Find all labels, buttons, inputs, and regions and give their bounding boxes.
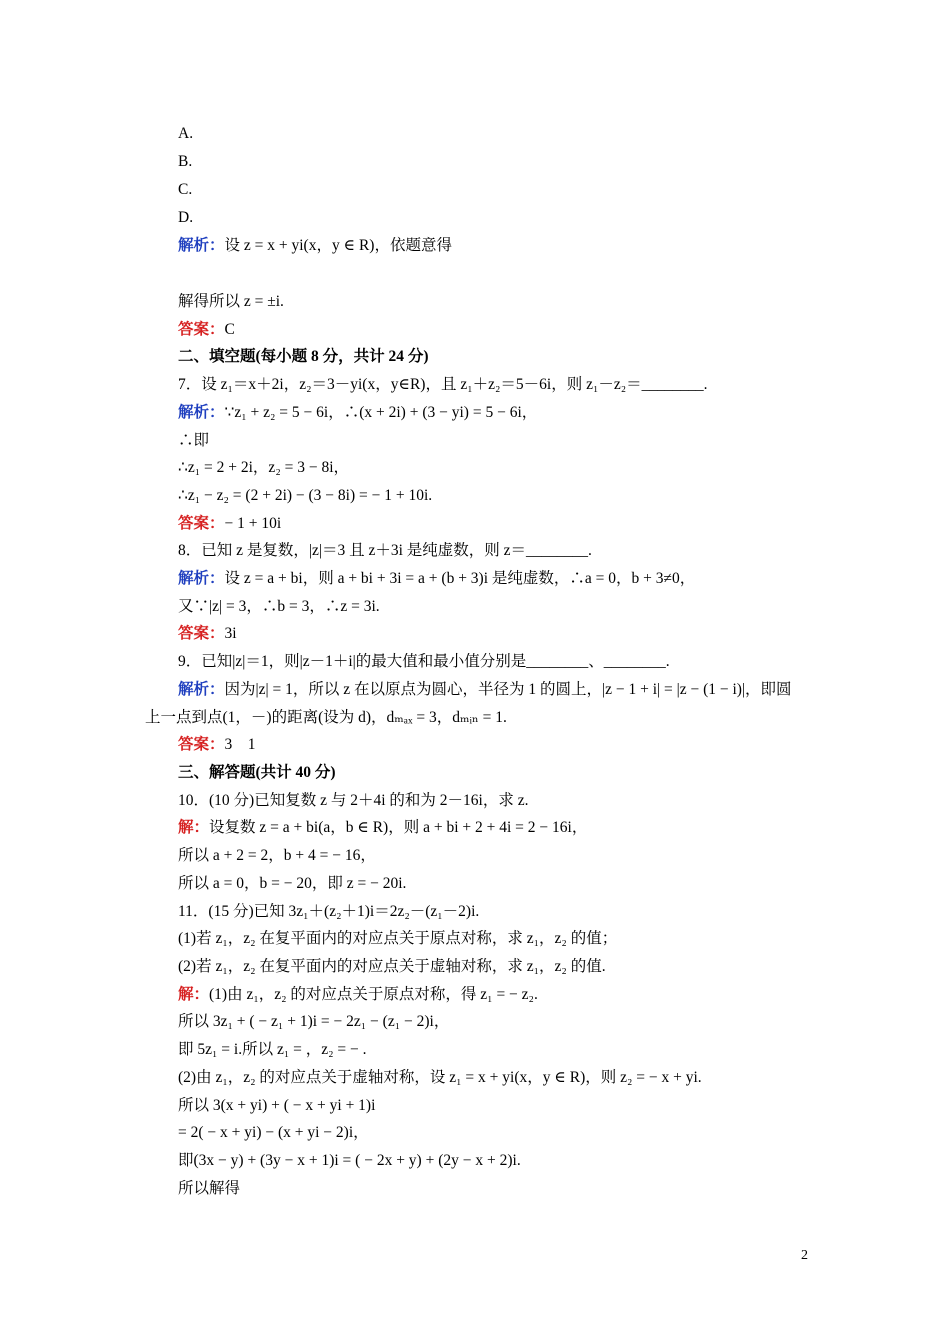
line-text: 即(3x − y) + (3y − x + 1)i = ( − 2x + y) + (2y − x + 2)i. (178, 1152, 521, 1169)
line-text: (1)由 z₁，z₂ 的对应点关于原点对称，得 z₁ = − z₂. (209, 986, 538, 1003)
line-text: C. (178, 181, 193, 198)
text-line (178, 680, 792, 700)
text-line (178, 652, 670, 672)
answer-label: 答案： (178, 736, 225, 753)
text-line (178, 541, 592, 561)
line-text: C (224, 321, 235, 338)
text-line (178, 957, 606, 977)
text-line (178, 514, 281, 534)
text-line (178, 735, 256, 755)
text-line (178, 347, 429, 367)
answer-label: 答案： (178, 625, 225, 642)
line-text: 解得所以 z = ±i. (178, 293, 284, 310)
text-line (178, 597, 380, 617)
line-text: 三、解答题(共计 40 分) (178, 764, 336, 781)
line-text: 所以 3(x + yi) + ( − x + yi + 1)i (178, 1097, 376, 1114)
text-line (178, 929, 617, 949)
answer-label: 答案： (178, 321, 225, 338)
text-line (178, 818, 587, 838)
text-line (178, 458, 349, 478)
line-text: 8．已知 z 是复数，|z|＝3 且 z＋3i 是纯虚数，则 z＝________. (178, 542, 592, 559)
line-text: (2)若 z₁，z₂ 在复平面内的对应点关于虚轴对称，求 z₁，z₂ 的值. (178, 958, 606, 975)
line-text: 设复数 z = a + bi(a，b ∈ R)，则 a + bi + 2 + 4i = 2 − 16i， (209, 819, 588, 836)
text-line (178, 1096, 375, 1116)
line-text: ∵z₁ + z₂ = 5 − 6i，∴(x + 2i) + (3 − yi) = 5 − 6i， (224, 404, 538, 421)
text-line (178, 763, 336, 783)
line-text: 3i (224, 625, 237, 642)
line-text: − 1 + 10i (224, 515, 282, 532)
line-text: 因为|z| = 1，所以 z 在以原点为圆心，半径为 1 的圆上，|z − 1 + i| = |z − (1 − i)|，即圆 (224, 681, 792, 698)
line-text: 所以解得 (178, 1180, 241, 1197)
line-text: ∴即 (178, 432, 210, 449)
text-line (178, 874, 406, 894)
line-text: 10．(10 分)已知复数 z 与 2＋4i 的和为 2－16i，求 z. (178, 792, 529, 809)
text-line (178, 320, 235, 340)
line-text: B. (178, 153, 193, 170)
line-text: 设 z = x + yi(x，y ∈ R)，依题意得 (224, 237, 452, 254)
line-text: (2)由 z₁，z₂ 的对应点关于虚轴对称，设 z₁ = x + yi(x，y ∈ R)，则 z₂ = − x + yi. (178, 1069, 702, 1086)
line-text: ∴z₁ = 2 + 2i，z₂ = 3 − 8i， (178, 459, 350, 476)
line-text: 所以 a + 2 = 2，b + 4 = − 16， (178, 847, 376, 864)
text-line (178, 431, 209, 451)
text-line (178, 624, 237, 644)
analysis-label: 解析： (178, 404, 225, 421)
text-line (178, 791, 528, 811)
text-line (178, 236, 452, 256)
answer-label: 解： (178, 986, 210, 1003)
text-line (178, 1123, 369, 1143)
text-line (178, 985, 538, 1005)
text-line (178, 124, 193, 144)
text-line (178, 1012, 449, 1032)
line-text: 7．设 z₁＝x＋2i，z₂＝3－yi(x，y∈R)，且 z₁＋z₂＝5－6i，则 z₁－z₂＝________. (178, 376, 708, 393)
line-text: A. (178, 125, 194, 142)
line-text: 上一点到点(1，－)的距离(设为 d)，dₘₐₓ = 3，dₘᵢₙ = 1. (145, 709, 507, 726)
line-text: 又∵|z| = 3，∴b = 3，∴z = 3i. (178, 598, 380, 615)
text-line (178, 208, 193, 228)
answer-label: 解： (178, 819, 210, 836)
line-text: ∴z₁ − z₂ = (2 + 2i) − (3 − 8i) = − 1 + 10i. (178, 487, 433, 504)
text-line (178, 180, 192, 200)
analysis-label: 解析： (178, 570, 225, 587)
text-line (178, 375, 708, 395)
text-line (178, 486, 432, 506)
text-line (178, 569, 695, 589)
analysis-label: 解析： (178, 681, 225, 698)
text-line (145, 708, 507, 728)
text-line (178, 1068, 702, 1088)
line-text: 9．已知|z|＝1，则|z－1＋i|的最大值和最小值分别是________、________. (178, 653, 670, 670)
line-text: 11．(15 分)已知 3z₁＋(z₂＋1)i＝2z₂－(z₁－2)i. (178, 903, 480, 920)
text-line (178, 292, 284, 312)
page-number: 2 (801, 1248, 808, 1263)
answer-label: 答案： (178, 515, 225, 532)
line-text: = 2( − x + yi) − (x + yi − 2)i， (178, 1124, 369, 1141)
line-text: 设 z = a + bi，则 a + bi + 3i = a + (b + 3)i 是纯虚数，∴a = 0，b + 3≠0， (224, 570, 696, 587)
line-text: 3 1 (224, 736, 256, 753)
line-text: D. (178, 209, 194, 226)
text-line (178, 1179, 240, 1199)
line-text: 所以 a = 0，b = − 20，即 z = − 20i. (178, 875, 407, 892)
line-text: 二、填空题(每小题 8 分，共计 24 分) (178, 348, 429, 365)
text-line (178, 152, 192, 172)
text-line (178, 1040, 367, 1060)
line-text: 即 5z₁ = i.所以 z₁ = ，z₂ = − . (178, 1041, 367, 1058)
text-line (178, 846, 376, 866)
line-text: 所以 3z₁ + ( − z₁ + 1)i = − 2z₁ − (z₁ − 2)i， (178, 1013, 450, 1030)
text-line (178, 1151, 521, 1171)
text-line (178, 902, 479, 922)
text-line (178, 403, 537, 423)
line-text: (1)若 z₁，z₂ 在复平面内的对应点关于原点对称，求 z₁，z₂ 的值； (178, 930, 618, 947)
analysis-label: 解析： (178, 237, 225, 254)
